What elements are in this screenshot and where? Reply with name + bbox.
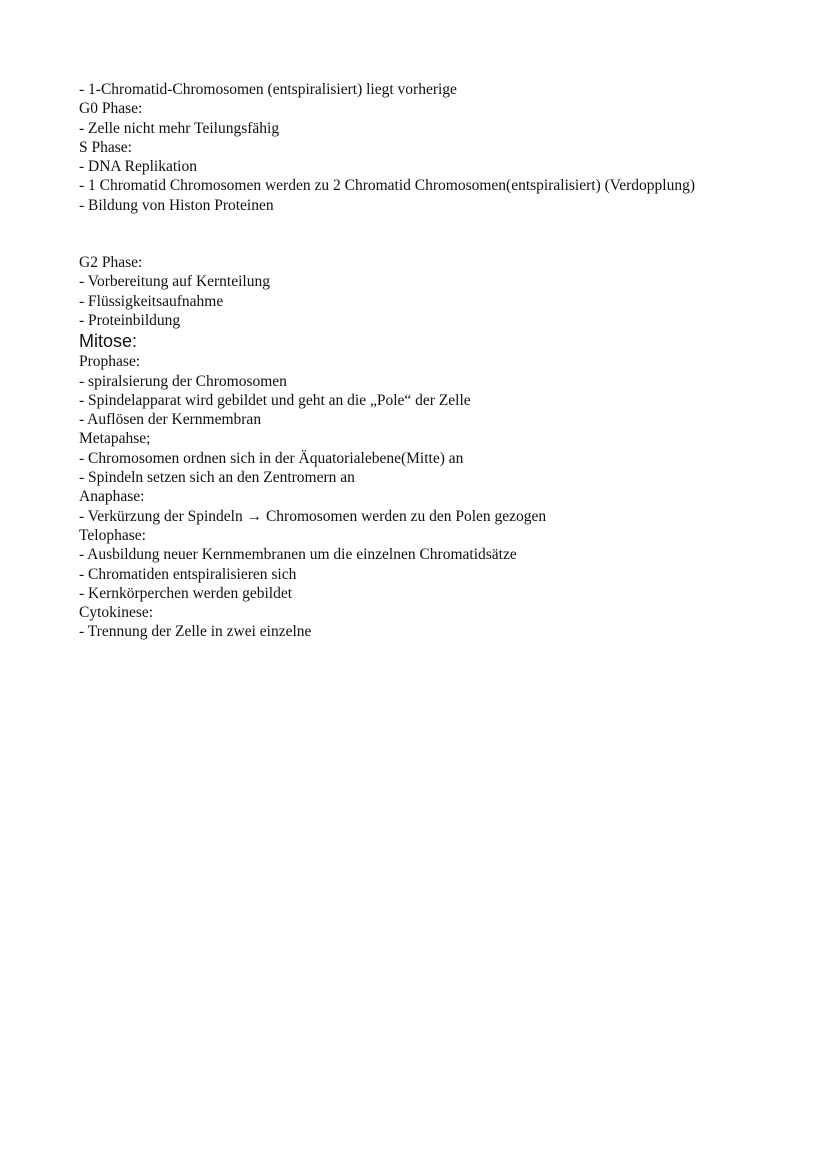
text-line: - 1 Chromatid Chromosomen werden zu 2 Chromatid Chromosomen(entspiralisiert) (Verdopplung) <box>79 177 696 195</box>
blank-gap <box>79 215 799 253</box>
g2-block <box>79 253 799 330</box>
section-heading-s: S Phase: <box>79 138 132 156</box>
text-line: - Spindelapparat wird gebildet und geht an die „Pole“ der Zelle <box>79 391 471 409</box>
section-heading-g0: G0 Phase: <box>79 100 143 118</box>
text-line: - Trennung der Zelle in zwei einzelne <box>79 623 312 641</box>
section-heading-anaphase: Anaphase: <box>79 488 145 506</box>
text-line: - Verkürzung der Spindeln → Chromosomen werden zu den Polen gezogen <box>79 507 547 525</box>
mitose-heading: Mitose: <box>79 331 138 352</box>
text-line: - Spindeln setzen sich an den Zentromern an <box>79 469 355 487</box>
text-line: - Kernkörperchen werden gebildet <box>79 584 293 602</box>
text-line: - Proteinbildung <box>79 311 181 329</box>
section-heading-g2: G2 Phase: <box>79 254 143 272</box>
text-line: - Ausbildung neuer Kernmembranen um die einzelnen Chromatidsätze <box>79 546 517 564</box>
text-line: - Vorbereitung auf Kernteilung <box>79 273 270 291</box>
text-line: - Auflösen der Kernmembran <box>79 411 262 429</box>
text-line: - Chromatiden entspiralisieren sich <box>79 565 297 583</box>
text-line: - 1-Chromatid-Chromosomen (entspiralisiert) liegt vorherige <box>79 81 457 98</box>
section-heading-telophase: Telophase: <box>79 526 146 544</box>
text-line: - Zelle nicht mehr Teilungsfähig <box>79 119 280 137</box>
text-line: - Chromosomen ordnen sich in der Äquatorialebene(Mitte) an <box>79 449 464 467</box>
document-page <box>79 80 799 642</box>
text-line: - Flüssigkeitsaufnahme <box>79 292 224 310</box>
mitose-block <box>79 352 799 641</box>
text-line: - spiralsierung der Chromosomen <box>79 372 287 390</box>
text-line: - Bildung von Histon Proteinen <box>79 196 274 214</box>
interphase-block <box>79 80 799 215</box>
section-heading-metaphase: Metapahse; <box>79 430 151 448</box>
text-line: - DNA Replikation <box>79 158 197 176</box>
section-heading-cytokinese: Cytokinese: <box>79 604 154 622</box>
section-heading-prophase: Prophase: <box>79 353 141 371</box>
